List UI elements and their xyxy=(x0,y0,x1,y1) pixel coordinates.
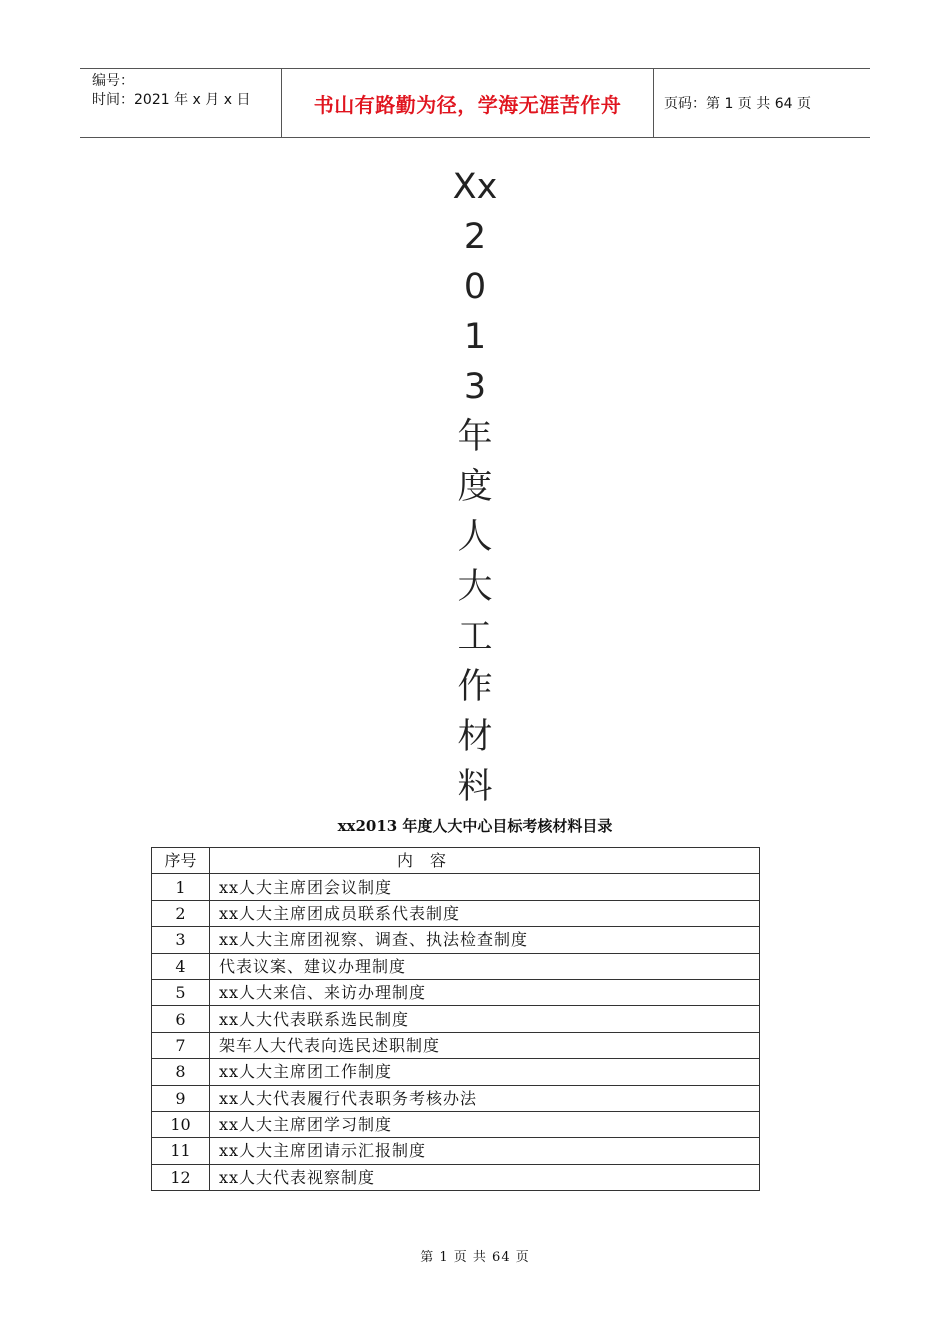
toc-row-number: 8 xyxy=(152,1059,210,1085)
header-page-info: 页码：第 1 页 共 64 页 xyxy=(664,96,811,112)
toc-row-content: xx人大主席团视察、调查、执法检查制度 xyxy=(210,927,760,953)
toc-row-content: xx人大代表联系选民制度 xyxy=(210,1006,760,1032)
page-footer: 第 1 页 共 64 页 xyxy=(420,1250,530,1265)
vertical-title-char: x xyxy=(476,167,498,207)
toc-row-number: 7 xyxy=(152,1032,210,1058)
toc-row-content: xx人大主席团会议制度 xyxy=(210,874,760,900)
toc-row xyxy=(152,1085,760,1111)
vertical-title-char: 2 xyxy=(463,217,487,257)
vertical-title-char: 1 xyxy=(463,317,487,357)
toc-table xyxy=(151,847,760,1191)
toc-row-content: xx人大来信、来访办理制度 xyxy=(210,979,760,1005)
toc-row xyxy=(152,900,760,926)
vertical-title-char: 度 xyxy=(457,467,493,507)
toc-row-content: 架车人大代表向选民述职制度 xyxy=(210,1032,760,1058)
header-time-label: 时间：2021 年 x 月 x 日 xyxy=(92,92,251,108)
toc-row xyxy=(152,1006,760,1032)
header-meta xyxy=(80,69,282,137)
vertical-title-char: 料 xyxy=(457,767,493,807)
toc-row-number: 10 xyxy=(152,1111,210,1137)
toc-row-number: 12 xyxy=(152,1164,210,1190)
toc-row-number: 6 xyxy=(152,1006,210,1032)
toc-header-content: 内 容 xyxy=(210,848,760,874)
toc-row-number: 3 xyxy=(152,927,210,953)
toc-row-content: 代表议案、建议办理制度 xyxy=(210,953,760,979)
toc-title: xx2013 年度人大中心目标考核材料目录 xyxy=(337,817,613,835)
toc-row xyxy=(152,1032,760,1058)
toc-row-number: 4 xyxy=(152,953,210,979)
vertical-title-char: 工 xyxy=(457,617,493,657)
vertical-title-char: 材 xyxy=(457,717,493,757)
toc-row-number: 2 xyxy=(152,900,210,926)
toc-row-content: xx人大代表视察制度 xyxy=(210,1164,760,1190)
toc-row-number: 11 xyxy=(152,1138,210,1164)
vertical-title-char: 人 xyxy=(457,517,493,557)
toc-row-content: xx人大主席团成员联系代表制度 xyxy=(210,900,760,926)
toc-row xyxy=(152,1164,760,1190)
vertical-title-char: 3 xyxy=(463,367,487,407)
vertical-title-char: X xyxy=(452,167,477,207)
toc-row xyxy=(152,979,760,1005)
toc-row xyxy=(152,953,760,979)
vertical-document-title xyxy=(425,162,525,812)
toc-row-content: xx人大主席团学习制度 xyxy=(210,1111,760,1137)
toc-row-number: 9 xyxy=(152,1085,210,1111)
header-number-label: 编号： xyxy=(92,73,134,89)
vertical-title-char: 大 xyxy=(457,567,493,607)
toc-row xyxy=(152,1111,760,1137)
toc-row xyxy=(152,874,760,900)
toc-header-no: 序号 xyxy=(152,848,210,874)
vertical-title-char: 0 xyxy=(463,267,487,307)
toc-row xyxy=(152,927,760,953)
toc-row-content: xx人大主席团工作制度 xyxy=(210,1059,760,1085)
toc-row xyxy=(152,1059,760,1085)
toc-row-content: xx人大代表履行代表职务考核办法 xyxy=(210,1085,760,1111)
toc-row-content: xx人大主席团请示汇报制度 xyxy=(210,1138,760,1164)
toc-row-number: 5 xyxy=(152,979,210,1005)
toc-row-number: 1 xyxy=(152,874,210,900)
toc-row xyxy=(152,1138,760,1164)
toc-header-row xyxy=(152,848,760,874)
header-motto: 书山有路勤为径，学海无涯苦作舟 xyxy=(282,69,654,137)
page-header xyxy=(80,68,870,138)
vertical-title-char: 年 xyxy=(457,417,493,457)
vertical-title-char: 作 xyxy=(457,667,493,707)
